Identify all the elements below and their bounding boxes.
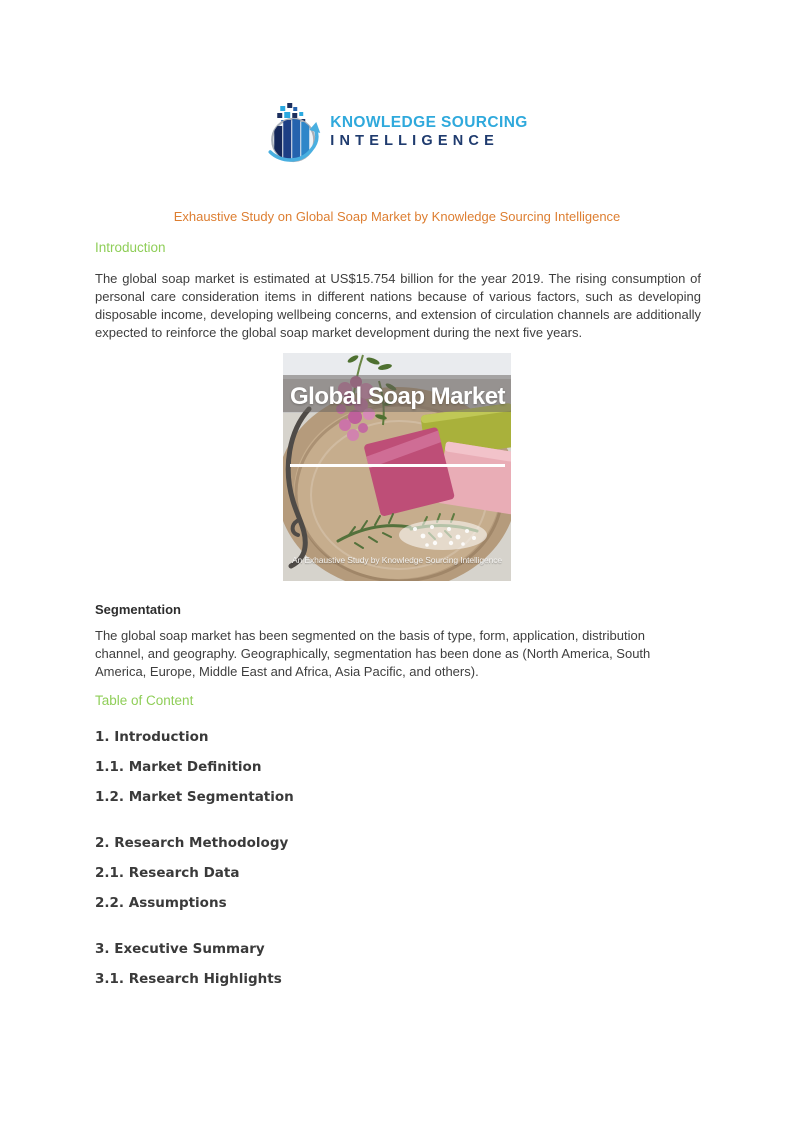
segmentation-paragraph: The global soap market has been segmented on the basis of type, form, application, distribution channel, and geography. Geographically, segmentation has been done as (North America, South America, Europe, Middle East and Africa, Asia Pacific, and others). xyxy=(95,628,651,679)
logo-globe-chart-icon xyxy=(266,100,322,164)
introduction-heading: Introduction xyxy=(95,240,166,255)
toc-item: 1.2. Market Segmentation xyxy=(95,789,294,805)
image-title: Global Soap Market xyxy=(290,383,506,410)
toc-item: 3. Executive Summary xyxy=(95,941,265,957)
toc-item: 1.1. Market Definition xyxy=(95,759,262,775)
table-of-content xyxy=(95,729,294,1001)
company-logo xyxy=(266,100,528,164)
toc-item: 1. Introduction xyxy=(95,729,209,745)
segmentation-heading: Segmentation xyxy=(95,602,181,617)
introduction-paragraph: The global soap market is estimated at US$15.754 billion for the year 2019. The rising consumption of personal care consideration items in different nations because of various factors, such as developing disposable income, developing wellbeing concerns, and extension of circulation channels are additionally expected to reinforce the global soap market development during the next five years. xyxy=(95,271,701,340)
image-caption: An Exhaustive Study by Knowledge Sourcing Intelligence xyxy=(291,555,503,565)
toc-item: 2.2. Assumptions xyxy=(95,895,227,911)
toc-item: 2. Research Methodology xyxy=(95,835,289,851)
toc-heading: Table of Content xyxy=(95,693,194,708)
logo-text-primary: KNOWLEDGE SOURCING xyxy=(330,114,528,131)
logo-text-secondary: INTELLIGENCE xyxy=(330,133,499,149)
soap-market-image xyxy=(283,353,511,581)
toc-item: 3.1. Research Highlights xyxy=(95,971,282,987)
salt-crystals xyxy=(399,520,487,550)
toc-item: 2.1. Research Data xyxy=(95,865,240,881)
document-title: Exhaustive Study on Global Soap Market by Knowledge Sourcing Intelligence xyxy=(173,209,621,224)
image-divider-line xyxy=(290,464,505,467)
